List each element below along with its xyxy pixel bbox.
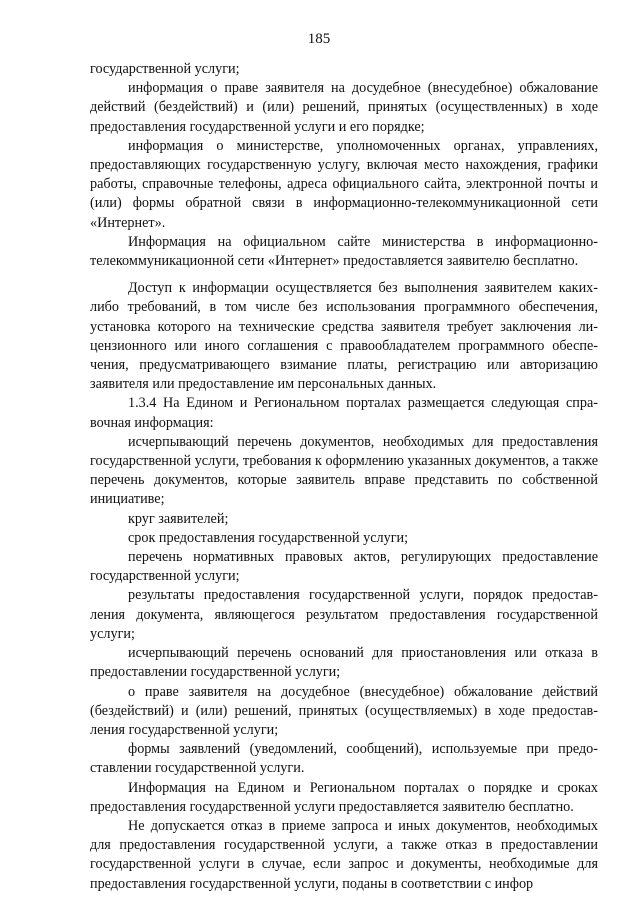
paragraph: о праве заявителя на досудебное (внесудебное) обжалование действий (бездействий) и (или) решений, принятых (осуществляемых) в ходе предоставления государственной услуги; xyxy=(90,683,598,738)
page-number: 185 xyxy=(307,31,331,47)
paragraph: результаты предоставления государственной услуги, порядок предоставления документа, являющегося результатом предоставления государственной услуги; xyxy=(90,587,598,642)
paragraph: информация о министерстве, уполномоченных органах, управлениях, предоставляющих государственную услугу, включая место нахождения, графики работы, справочные телефоны, адреса официального сайта, электронной почты и (или) формы обратной связи в информационно-телекоммуникационной сети «Интернет». xyxy=(90,137,598,231)
document-body xyxy=(90,60,598,894)
paragraph: исчерпывающий перечень документов, необходимых для предоставления государственной услуги, требования к оформлению указанных документов, а также перечень документов, которые заявитель вправе представить по собственной инициативе; xyxy=(90,433,598,508)
paragraph: Доступ к информации осуществляется без выполнения заявителем каких-либо требований, в том числе без использования программного обеспечения, установка которого на технические средства заявителя требует заключения лицензионного или иного соглашения с правообладателем программного обеспечения, предусматривающего взимание платы, регистрацию или авторизацию заявителя или предоставление им персональных данных. xyxy=(90,280,598,393)
paragraph: информация о праве заявителя на досудебное (внесудебное) обжалование действий (бездействий) и (или) решений, принятых (осуществленных) в ходе предоставления государственной услуги и его порядке; xyxy=(90,80,598,135)
paragraph: срок предоставления государственной услуги; xyxy=(128,529,409,546)
paragraph: Информация на Едином и Региональном порталах о порядке и сроках предоставления государственной услуги предоставляется заявителю бесплатно. xyxy=(90,779,598,815)
paragraph: круг заявителей; xyxy=(128,510,229,527)
paragraph: государственной услуги; xyxy=(90,61,240,77)
paragraph: формы заявлений (уведомлений, сообщений), используемые при предоставлении государственной услуги. xyxy=(90,741,598,777)
paragraph: Информация на официальном сайте министерства в информационно-телекоммуникационной сети «Интернет» предоставляется заявителю бесплатно. xyxy=(90,233,598,270)
paragraph: исчерпывающий перечень оснований для приостановления или отказа в предоставлении государственной услуги; xyxy=(90,645,598,681)
paragraph: Не допускается отказ в приеме запроса и иных документов, необходимых для предоставления государственной услуги, а также отказ в предоставлении государственной услуги в случае, если запрос и документы, необходимые для предоставления государственной услуги, поданы в соответствии с инфор xyxy=(90,817,598,892)
paragraph: 1.3.4 На Едином и Региональном порталах размещается следующая справочная информация: xyxy=(90,395,598,431)
paragraph: перечень нормативных правовых актов, регулирующих предоставление государственной услуги; xyxy=(90,549,598,585)
